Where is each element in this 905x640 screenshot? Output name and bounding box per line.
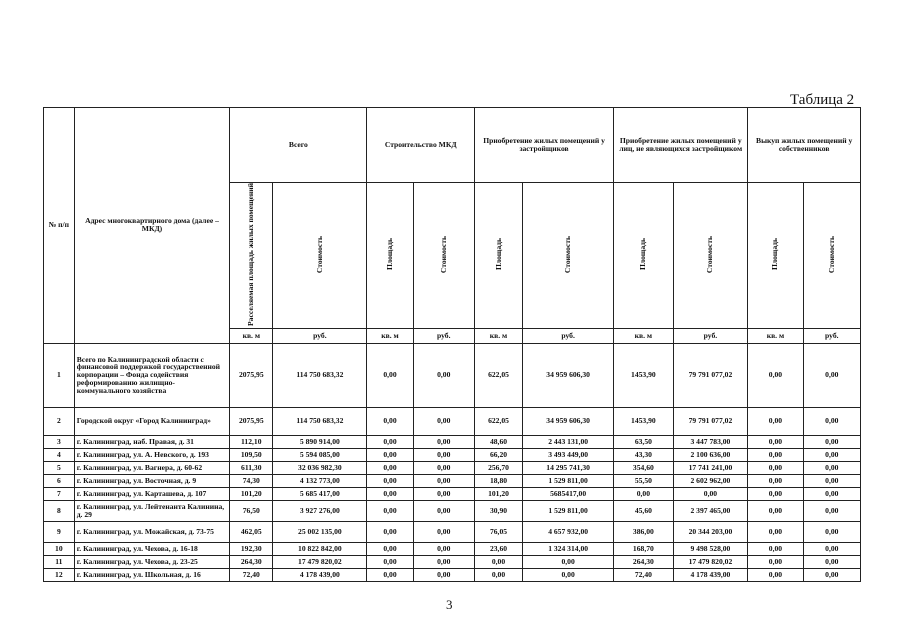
cell: 0,00: [413, 521, 474, 542]
cell: 3 927 276,00: [273, 500, 367, 521]
row-num: 7: [44, 487, 75, 500]
cell: 17 479 820,02: [273, 555, 367, 568]
table-row: [44, 407, 861, 435]
table-row: [44, 448, 861, 461]
cell: 0,00: [748, 461, 803, 474]
row-num: 12: [44, 568, 75, 581]
cell: 17 479 820,02: [673, 555, 748, 568]
cell: 0,00: [367, 343, 413, 407]
cell: 30,90: [474, 500, 522, 521]
subheader-cost: [803, 183, 860, 329]
cell: 10 822 842,00: [273, 542, 367, 555]
cell: 0,00: [413, 343, 474, 407]
cell: 3 493 449,00: [523, 448, 614, 461]
cell: 1453,90: [614, 407, 673, 435]
cell: 0,00: [367, 407, 413, 435]
cell: 0,00: [748, 568, 803, 581]
cell: 2 443 131,00: [523, 435, 614, 448]
cell: 264,30: [230, 555, 273, 568]
cell: 5 685 417,00: [273, 487, 367, 500]
cell: 2075,95: [230, 407, 273, 435]
unit-cell: кв. м: [474, 328, 522, 343]
cell: 17 741 241,00: [673, 461, 748, 474]
cell: 0,00: [474, 568, 522, 581]
subheader-label: Стоимость: [826, 235, 836, 274]
cell: 611,30: [230, 461, 273, 474]
subheader-cost: [523, 183, 614, 329]
cell: 354,60: [614, 461, 673, 474]
subheader-label: Расселяемая площадь жилых помещений: [246, 183, 256, 326]
table-title: Таблица 2: [790, 92, 855, 108]
row-num: 1: [44, 343, 75, 407]
row-num: 8: [44, 500, 75, 521]
cell: 0,00: [523, 555, 614, 568]
row-num: 9: [44, 521, 75, 542]
unit-cell: руб.: [413, 328, 474, 343]
cell: 3 447 783,00: [673, 435, 748, 448]
cell: 0,00: [748, 343, 803, 407]
row-num: 5: [44, 461, 75, 474]
cell: 1 529 811,00: [523, 474, 614, 487]
cell: 25 002 135,00: [273, 521, 367, 542]
cell: 114 750 683,32: [273, 343, 367, 407]
subheader-area: [367, 183, 413, 329]
unit-cell: кв. м: [367, 328, 413, 343]
cell: 0,00: [748, 555, 803, 568]
unit-cell: кв. м: [230, 328, 273, 343]
cell: 76,05: [474, 521, 522, 542]
subheader-area-resettled: [230, 183, 273, 329]
row-num: 6: [44, 474, 75, 487]
cell: 0,00: [367, 521, 413, 542]
header-group-nondeveloper-purchase: Приобретение жилых помещений у лиц, не являющихся застройщиком: [614, 108, 748, 183]
cell: 34 959 606,30: [523, 343, 614, 407]
row-num: 10: [44, 542, 75, 555]
cell: 45,60: [614, 500, 673, 521]
row-num: 2: [44, 407, 75, 435]
row-address: г. Калининград, ул. Школьная, д. 16: [74, 568, 230, 581]
cell: 2 602 962,00: [673, 474, 748, 487]
cell: 0,00: [803, 487, 860, 500]
cell: 18,80: [474, 474, 522, 487]
unit-cell: кв. м: [614, 328, 673, 343]
cell: 0,00: [413, 500, 474, 521]
cell: 101,20: [474, 487, 522, 500]
cell: 0,00: [614, 487, 673, 500]
cell: 48,60: [474, 435, 522, 448]
cell: 0,00: [413, 487, 474, 500]
row-address: г. Калининград, ул. Можайская, д. 73-75: [74, 521, 230, 542]
subheader-label: Площадь: [638, 238, 648, 271]
cell: 0,00: [803, 500, 860, 521]
cell: 0,00: [474, 555, 522, 568]
unit-cell: руб.: [523, 328, 614, 343]
cell: 0,00: [523, 568, 614, 581]
cell: 0,00: [413, 435, 474, 448]
cell: 0,00: [748, 500, 803, 521]
cell: 43,30: [614, 448, 673, 461]
cell: 0,00: [748, 448, 803, 461]
row-num: 4: [44, 448, 75, 461]
row-address: г. Калининград, ул. Чехова, д. 23-25: [74, 555, 230, 568]
table-row: [44, 343, 861, 407]
cell: 63,50: [614, 435, 673, 448]
row-num: 11: [44, 555, 75, 568]
cell: 0,00: [367, 555, 413, 568]
cell: 101,20: [230, 487, 273, 500]
cell: 72,40: [230, 568, 273, 581]
cell: 0,00: [803, 542, 860, 555]
cell: 0,00: [367, 448, 413, 461]
row-address: г. Калининград, ул. Карташева, д. 107: [74, 487, 230, 500]
cell: 622,05: [474, 407, 522, 435]
cell: 0,00: [367, 435, 413, 448]
cell: 622,05: [474, 343, 522, 407]
cell: 5685417,00: [523, 487, 614, 500]
cell: 0,00: [413, 555, 474, 568]
cell: 9 498 528,00: [673, 542, 748, 555]
data-table-container: [43, 107, 861, 582]
cell: 0,00: [748, 435, 803, 448]
unit-cell: руб.: [803, 328, 860, 343]
table-row: [44, 500, 861, 521]
cell: 0,00: [803, 474, 860, 487]
cell: 4 178 439,00: [273, 568, 367, 581]
cell: 0,00: [413, 474, 474, 487]
subheader-area: [614, 183, 673, 329]
row-address: г. Калининград, ул. Чехова, д. 16-18: [74, 542, 230, 555]
cell: 0,00: [367, 461, 413, 474]
table-row: [44, 474, 861, 487]
cell: 0,00: [413, 461, 474, 474]
unit-cell: кв. м: [748, 328, 803, 343]
cell: 386,00: [614, 521, 673, 542]
cell: 192,30: [230, 542, 273, 555]
subheader-label: Стоимость: [705, 235, 715, 274]
cell: 0,00: [803, 521, 860, 542]
table-row: [44, 461, 861, 474]
subheader-area: [748, 183, 803, 329]
cell: 32 036 982,30: [273, 461, 367, 474]
cell: 74,30: [230, 474, 273, 487]
subheader-label: Площадь: [385, 238, 394, 271]
cell: 76,50: [230, 500, 273, 521]
cell: 14 295 741,30: [523, 461, 614, 474]
subheader-label: Стоимость: [438, 235, 448, 274]
cell: 4 178 439,00: [673, 568, 748, 581]
cell: 72,40: [614, 568, 673, 581]
subheader-label: Стоимость: [314, 235, 324, 274]
row-address: Всего по Калининградской области с финансовой поддержкой государственной корпорации – Фонда содействия реформированию жилищно-коммунального хозяйства: [74, 343, 230, 407]
row-address: г. Калининград, ул. А. Невского, д. 193: [74, 448, 230, 461]
row-address: г. Калининград, наб. Правая, д. 31: [74, 435, 230, 448]
cell: 264,30: [614, 555, 673, 568]
cell: 112,10: [230, 435, 273, 448]
header-group-buyout: Выкуп жилых помещений у собственников: [748, 108, 861, 183]
table-row: [44, 521, 861, 542]
cell: 0,00: [748, 474, 803, 487]
cell: 0,00: [803, 448, 860, 461]
header-group-developer-purchase: Приобретение жилых помещений у застройщиков: [474, 108, 613, 183]
cell: 0,00: [367, 568, 413, 581]
page-number: 3: [446, 597, 453, 612]
subheader-cost: [273, 183, 367, 329]
row-num: 3: [44, 435, 75, 448]
subheader-cost: [673, 183, 748, 329]
cell: 0,00: [413, 448, 474, 461]
cell: 109,50: [230, 448, 273, 461]
cell: 66,20: [474, 448, 522, 461]
table-row: [44, 487, 861, 500]
cell: 1453,90: [614, 343, 673, 407]
cell: 79 791 077,02: [673, 343, 748, 407]
cell: 2 100 636,00: [673, 448, 748, 461]
cell: 1 529 811,00: [523, 500, 614, 521]
cell: 5 594 085,00: [273, 448, 367, 461]
cell: 5 890 914,00: [273, 435, 367, 448]
table-row: [44, 555, 861, 568]
cell: 0,00: [803, 407, 860, 435]
unit-cell: руб.: [273, 328, 367, 343]
cell: 114 750 683,32: [273, 407, 367, 435]
cell: 4 132 773,00: [273, 474, 367, 487]
cell: 0,00: [413, 568, 474, 581]
cell: 2 397 465,00: [673, 500, 748, 521]
cell: 168,70: [614, 542, 673, 555]
cell: 0,00: [673, 487, 748, 500]
cell: 23,60: [474, 542, 522, 555]
cell: 0,00: [367, 542, 413, 555]
cell: 0,00: [748, 542, 803, 555]
table-row: [44, 568, 861, 581]
header-group-total: Всего: [230, 108, 367, 183]
cell: 0,00: [803, 435, 860, 448]
cell: 0,00: [803, 555, 860, 568]
cell: 4 657 932,00: [523, 521, 614, 542]
row-address: Городской округ «Город Калининград»: [74, 407, 230, 435]
unit-cell: руб.: [673, 328, 748, 343]
row-address: г. Калининград, ул. Вагнера, д. 60-62: [74, 461, 230, 474]
table-row: [44, 542, 861, 555]
cell: 0,00: [367, 500, 413, 521]
cell: 0,00: [748, 487, 803, 500]
cell: 462,05: [230, 521, 273, 542]
cell: 55,50: [614, 474, 673, 487]
subheader-label: Площадь: [770, 238, 780, 271]
subheader-cost: [413, 183, 474, 329]
header-address: Адрес многоквартирного дома (далее – МКД): [74, 108, 230, 344]
cell: 0,00: [748, 521, 803, 542]
cell: 0,00: [413, 407, 474, 435]
cell: 0,00: [803, 343, 860, 407]
header-num: № п/п: [44, 108, 75, 344]
cell: 79 791 077,02: [673, 407, 748, 435]
row-address: г. Калининград, ул. Восточная, д. 9: [74, 474, 230, 487]
header-group-construction: Строительство МКД: [367, 108, 475, 183]
cell: 1 324 314,00: [523, 542, 614, 555]
cell: 34 959 606,30: [523, 407, 614, 435]
cell: 0,00: [367, 487, 413, 500]
resettlement-table: [43, 107, 861, 582]
cell: 0,00: [367, 474, 413, 487]
cell: 20 344 203,00: [673, 521, 748, 542]
cell: 2075,95: [230, 343, 273, 407]
cell: 256,70: [474, 461, 522, 474]
cell: 0,00: [413, 542, 474, 555]
cell: 0,00: [803, 461, 860, 474]
table-row: [44, 435, 861, 448]
subheader-label: Стоимость: [563, 235, 573, 274]
cell: 0,00: [748, 407, 803, 435]
subheader-area: [474, 183, 522, 329]
cell: 0,00: [803, 568, 860, 581]
row-address: г. Калининград, ул. Лейтенанта Калинина, д. 29: [74, 500, 230, 521]
subheader-label: Площадь: [493, 238, 503, 271]
